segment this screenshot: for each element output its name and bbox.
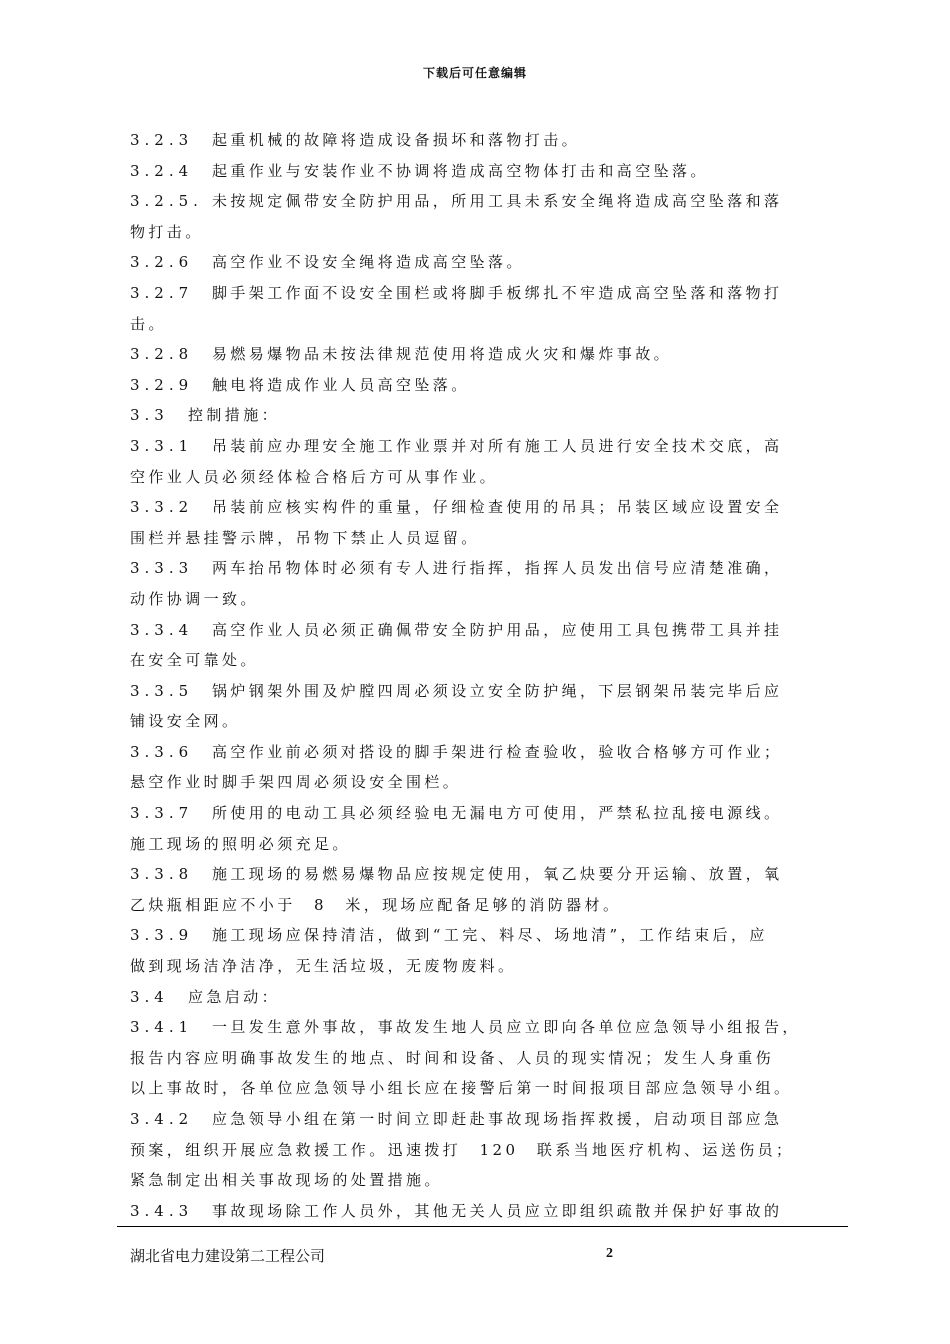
clause-number: 3.3.1 xyxy=(130,436,194,455)
clause-text: 触电将造成作业人员高空坠落。 xyxy=(212,375,470,394)
text-line xyxy=(130,125,835,156)
text-line xyxy=(130,370,835,401)
text-line xyxy=(130,156,835,187)
clause-number: 3.3.4 xyxy=(130,620,194,639)
text-line xyxy=(130,982,835,1013)
text-line xyxy=(130,829,835,860)
document-body xyxy=(130,125,835,1226)
text-line xyxy=(130,1165,835,1196)
clause-text: 高空作业不设安全绳将造成高空坠落。 xyxy=(212,253,525,272)
text-line xyxy=(130,951,835,982)
text-line xyxy=(130,615,835,646)
clause-text: 脚手架工作面不设安全围栏或将脚手板绑扎不牢造成高空坠落和落物打 xyxy=(212,283,783,302)
clause-number: 3.3.9 xyxy=(130,926,194,945)
text-line xyxy=(130,1104,835,1135)
clause-text: 锅炉钢架外围及炉膛四周必须设立安全防护绳，下层钢架吊装完毕后应 xyxy=(212,681,783,700)
clause-number: 3.4 xyxy=(130,987,169,1006)
clause-number: 3.2.4 xyxy=(130,161,194,180)
clause-text: 吊装前应办理安全施工作业票并对所有施工人员进行安全技术交底，高 xyxy=(212,436,783,455)
page-number: 2 xyxy=(606,1246,613,1261)
text-line xyxy=(130,645,835,676)
text-line xyxy=(130,462,835,493)
clause-text: 施工现场的易燃易爆物品应按规定使用，氧乙炔要分开运输、放置，氧 xyxy=(212,865,783,884)
clause-text: 物打击。 xyxy=(130,222,204,241)
clause-number: 3.3.7 xyxy=(130,804,194,823)
text-line xyxy=(130,737,835,768)
text-line xyxy=(130,523,835,554)
text-line xyxy=(130,1012,835,1043)
clause-text: 预案，组织开展应急救援工作。迅速拨打 120 联系当地医疗机构、运送伤员； xyxy=(130,1140,795,1159)
clause-text: 铺设安全网。 xyxy=(130,712,241,731)
text-line xyxy=(130,1196,835,1227)
clause-number: 3.4.2 xyxy=(130,1110,194,1128)
clause-text: 悬空作业时脚手架四周必须设安全围栏。 xyxy=(130,773,462,792)
clause-text: 事故现场除工作人员外，其他无关人员应立即组织疏散并保护好事故的 xyxy=(212,1201,783,1220)
text-line xyxy=(130,584,835,615)
text-line xyxy=(130,400,835,431)
clause-number: 3.3.5 xyxy=(130,681,194,700)
text-line xyxy=(130,1135,835,1166)
clause-text: 空作业人员必须经体检合格后方可从事作业。 xyxy=(130,467,499,486)
text-line xyxy=(130,186,835,217)
footer-company: 湖北省电力建设第二工程公司 xyxy=(130,1247,326,1265)
text-line xyxy=(130,309,835,340)
clause-text: 动作协调一致。 xyxy=(130,589,259,608)
clause-text: 以上事故时，各单位应急领导小组长应在接警后第一时间报项目部应急领导小组。 xyxy=(130,1079,793,1098)
clause-text: 做到现场洁净洁净，无生活垃圾，无废物废料。 xyxy=(130,957,517,976)
clause-number: 3.4.1 xyxy=(130,1018,194,1037)
text-line xyxy=(130,890,835,921)
text-line xyxy=(130,1073,835,1104)
clause-number: 3.3 xyxy=(130,406,169,425)
clause-text: 起重作业与安装作业不协调将造成高空物体打击和高空坠落。 xyxy=(212,161,709,180)
text-line xyxy=(130,767,835,798)
clause-text: 起重机械的故障将造成设备损坏和落物打击。 xyxy=(212,131,581,149)
clause-text: 吊装前应核实构件的重量，仔细检查使用的吊具；吊装区域应设置安全 xyxy=(212,498,783,517)
footer-divider xyxy=(117,1226,848,1227)
clause-text: 两车抬吊物体时必须有专人进行指挥，指挥人员发出信号应清楚准确， xyxy=(212,559,783,578)
clause-number: 3.2.6 xyxy=(130,253,194,272)
clause-text: 应急启动： xyxy=(188,987,281,1006)
clause-text: 在安全可靠处。 xyxy=(130,651,259,670)
clause-number: 3.2.8 xyxy=(130,345,194,364)
clause-text: 未按规定佩带安全防护用品，所用工具未系安全绳将造成高空坠落和落 xyxy=(212,192,783,211)
text-line xyxy=(130,859,835,890)
clause-text: 一旦发生意外事故，事故发生地人员应立即向各单位应急领导小组报告， xyxy=(212,1018,801,1037)
clause-number: 3.3.3 xyxy=(130,559,194,578)
clause-text: 易燃易爆物品未按法律规范使用将造成火灾和爆炸事故。 xyxy=(212,345,673,364)
clause-text: 应急领导小组在第一时间立即赶赴事故现场指挥救援，启动项目部应急 xyxy=(212,1110,783,1128)
clause-number: 3.2.3 xyxy=(130,131,194,149)
clause-text: 报告内容应明确事故发生的地点、时间和设备、人员的现实情况；发生人身重伤 xyxy=(130,1048,775,1067)
clause-text: 所使用的电动工具必须经验电无漏电方可使用，严禁私拉乱接电源线。 xyxy=(212,804,783,823)
text-line xyxy=(130,706,835,737)
clause-text: 围栏并悬挂警示牌，吊物下禁止人员逗留。 xyxy=(130,528,480,547)
clause-text: 乙炔瓶相距应不小于 8 米，现场应配备足够的消防器材。 xyxy=(130,895,622,914)
clause-number: 3.2.5. xyxy=(130,192,203,211)
clause-text: 施工现场的照明必须充足。 xyxy=(130,834,351,853)
text-line xyxy=(130,798,835,829)
text-line xyxy=(130,431,835,462)
text-line xyxy=(130,492,835,523)
text-line xyxy=(130,676,835,707)
clause-text: 击。 xyxy=(130,314,167,333)
clause-number: 3.3.2 xyxy=(130,498,194,517)
clause-text: 高空作业前必须对搭设的脚手架进行检查验收，验收合格够方可作业； xyxy=(212,742,783,761)
text-line xyxy=(130,339,835,370)
text-line xyxy=(130,920,835,951)
clause-number: 3.4.3 xyxy=(130,1201,194,1220)
text-line xyxy=(130,217,835,248)
clause-number: 3.2.9 xyxy=(130,375,194,394)
text-line xyxy=(130,1043,835,1074)
clause-text: 高空作业人员必须正确佩带安全防护用品，应使用工具包携带工具并挂 xyxy=(212,620,783,639)
clause-number: 3.3.8 xyxy=(130,865,194,884)
text-line xyxy=(130,278,835,309)
clause-number: 3.2.7 xyxy=(130,283,194,302)
text-line xyxy=(130,553,835,584)
clause-text: 控制措施： xyxy=(188,406,281,425)
clause-text: 施工现场应保持清洁，做到“工完、料尽、场地清”，工作结束后，应 xyxy=(212,926,768,945)
clause-number: 3.3.6 xyxy=(130,742,194,761)
clause-text: 紧急制定出相关事故现场的处置措施。 xyxy=(130,1171,443,1190)
text-line xyxy=(130,247,835,278)
page-header: 下载后可任意编辑 xyxy=(422,66,527,80)
